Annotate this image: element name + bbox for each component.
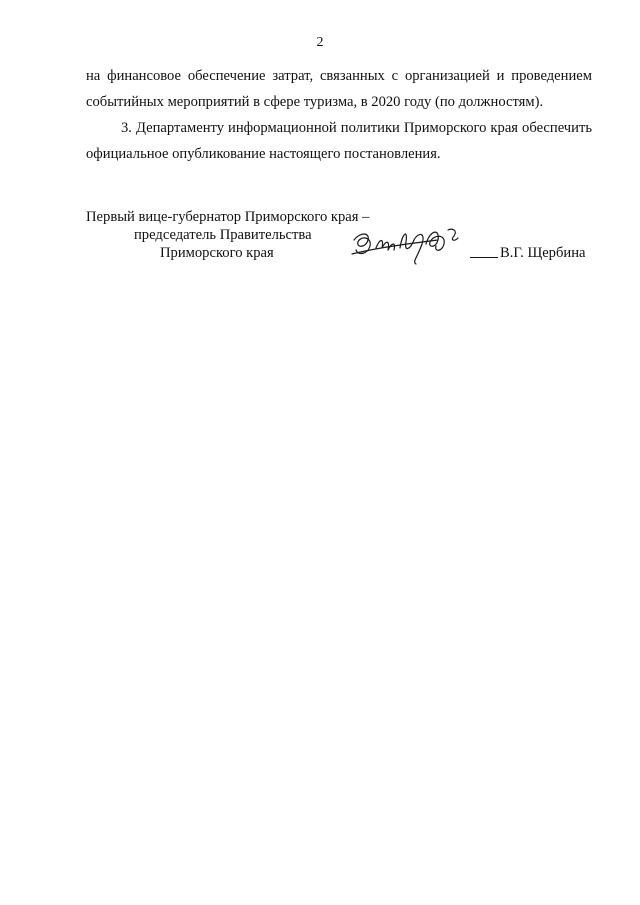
signatory-position-line: Приморского края <box>160 245 274 261</box>
signatory-name: В.Г. Щербина <box>500 245 586 261</box>
signature-line <box>470 257 498 258</box>
paragraph-line: 3. Департаменту информационной политики Приморского края обеспечить <box>121 120 592 136</box>
signatory-position-line: председатель Правительства <box>134 227 312 243</box>
signatory-position-line: Первый вице-губернатор Приморского края – <box>86 209 370 225</box>
signature-icon <box>346 218 476 268</box>
paragraph-line: на финансовое обеспечение затрат, связанных с организацией и проведением <box>86 68 592 84</box>
paragraph-line: событийных мероприятий в сфере туризма, в 2020 году (по должностям). <box>86 94 544 110</box>
page-number: 2 <box>316 35 324 50</box>
paragraph-line: официальное опубликование настоящего постановления. <box>86 146 441 162</box>
